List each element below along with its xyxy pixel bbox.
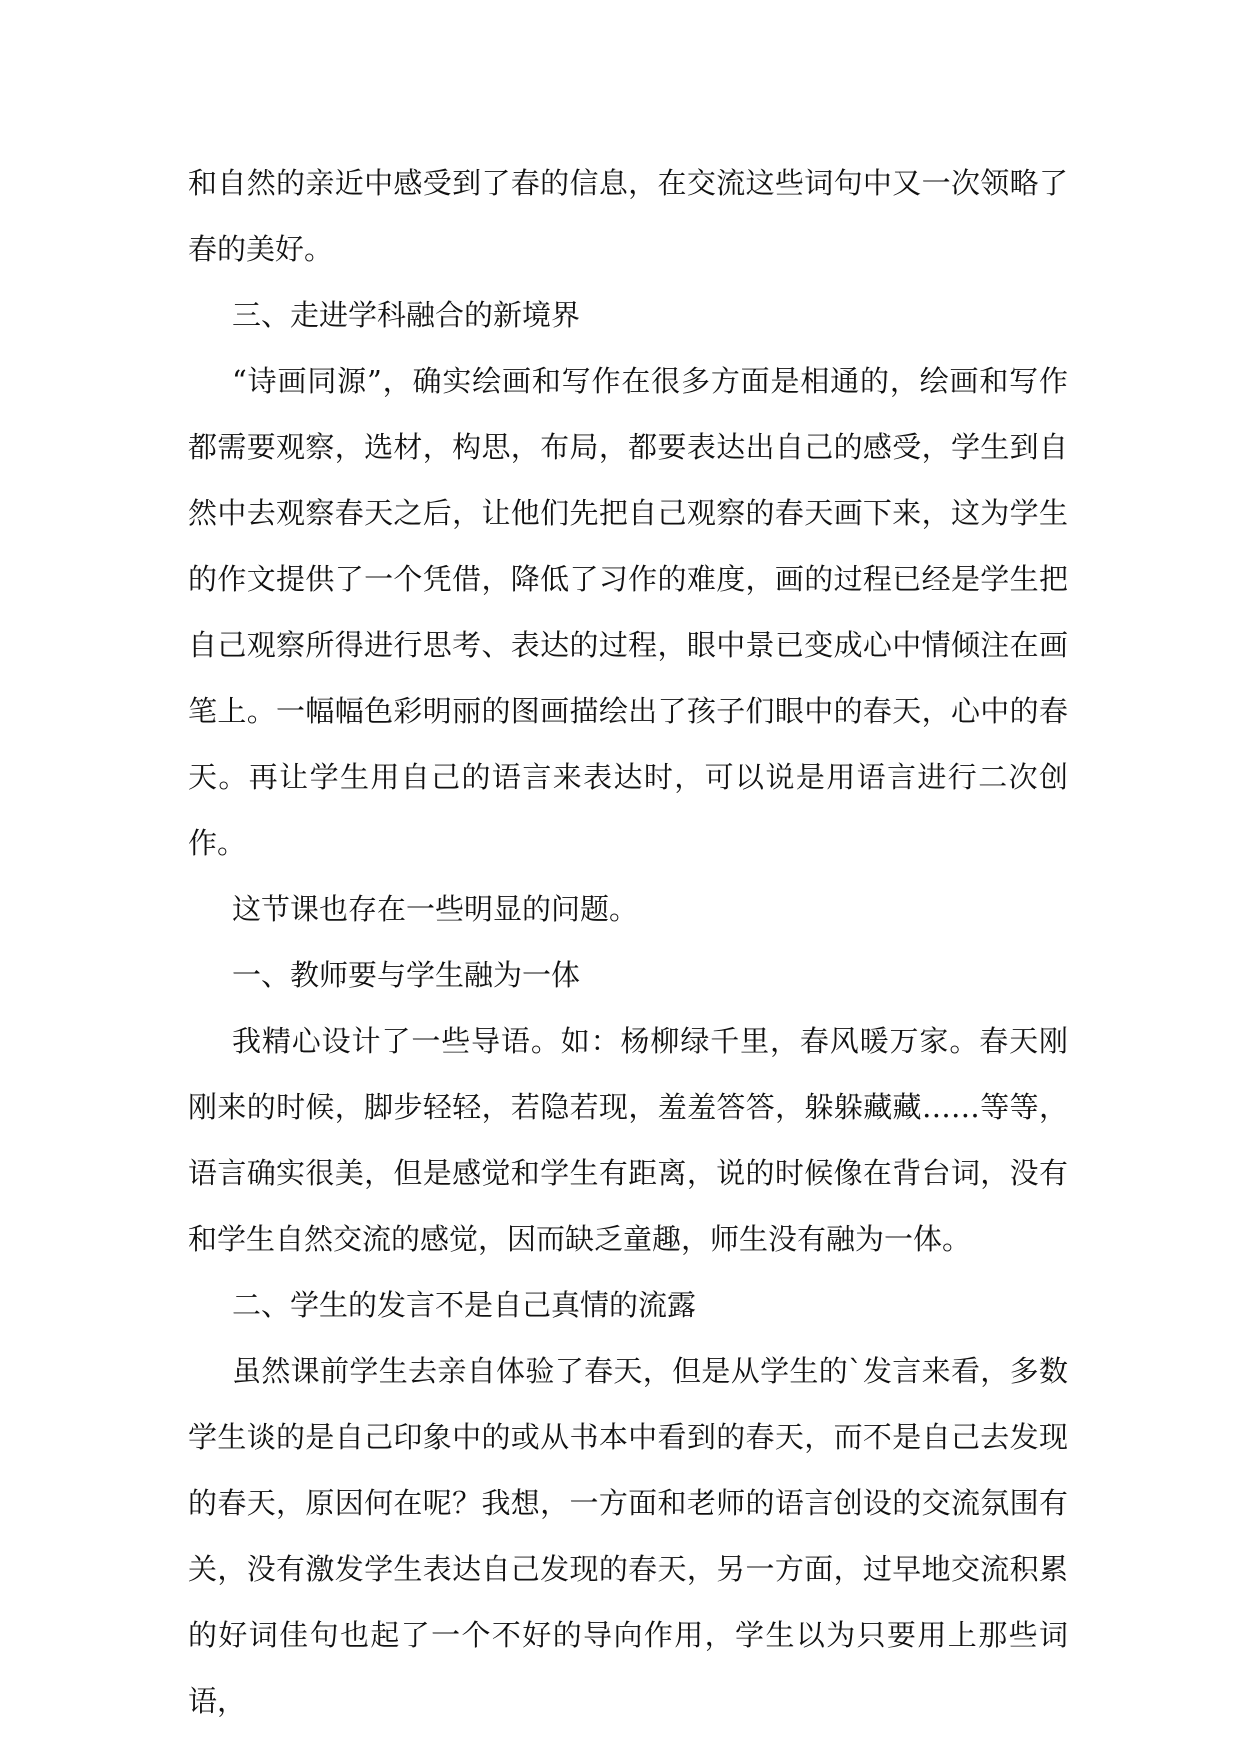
paragraph: 我精心设计了一些导语。如：杨柳绿千里，春风暖万家。春天刚刚来的时候，脚步轻轻，若隐若现，羞羞答答，躲躲藏藏……等等，语言确实很美，但是感觉和学生有距离，说的时候像在背台词，没有和学生自然交流的感觉，因而缺乏童趣，师生没有融为一体。 [188,1024,1068,1256]
paragraph: “诗画同源”，确实绘画和写作在很多方面是相通的，绘画和写作都需要观察，选材，构思，布局，都要表达出自己的感受，学生到自然中去观察春天之后，让他们先把自己观察的春天画下来，这为学生的作文提供了一个凭借，降低了习作的难度，画的过程已经是学生把自己观察所得进行思考、表达的过程，眼中景已变成心中情倾注在画笔上。一幅幅色彩明丽的图画描绘出了孩子们眼中的春天，心中的春天。再让学生用自己的语言来表达时，可以说是用语言进行二次创作。 [188,364,1068,860]
section-heading-3: 三、走进学科融合的新境界 [232,298,581,332]
section-heading-2: 二、学生的发言不是自己真情的流露 [232,1288,697,1322]
paragraph: 这节课也存在一些明显的问题。 [232,892,639,926]
section-heading-1: 一、教师要与学生融为一体 [232,958,581,992]
paragraph-continuation: 和自然的亲近中感受到了春的信息，在交流这些词句中又一次领略了春的美好。 [188,166,1068,266]
paragraph: 虽然课前学生去亲自体验了春天，但是从学生的`发言来看，多数学生谈的是自己印象中的或从书本中看到的春天，而不是自己去发现的春天，原因何在呢？我想，一方面和老师的语言创设的交流氛围有关，没有激发学生表达自己发现的春天，另一方面，过早地交流积累的好词佳句也起了一个不好的导向作用，学生以为只要用上那些词语， [188,1354,1068,1718]
document-body [188,150,1068,1734]
